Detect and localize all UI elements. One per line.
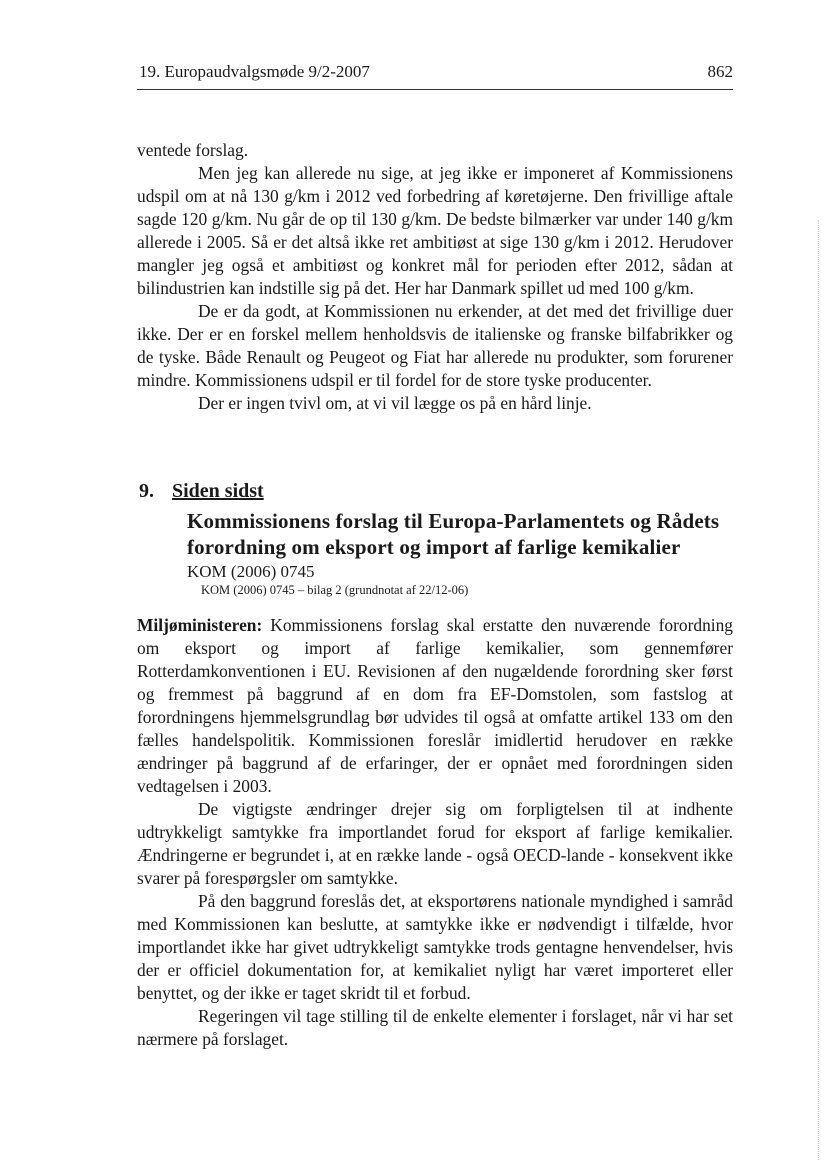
paragraph — [137, 614, 733, 798]
paragraph-text: Kommissionens forslag skal erstatte den nuværende forordning om eksport og import af farlige kemikalier, som gennemfører Rotterdamkonventionen i EU. Revisionen af den nugældende forordning sker først og fremmest på baggrund af en dom fra EF-Domstolen, som fastslog at forordningens hjemmelsgrundlag bør udvides til også at omfatte artikel 133 om den fælles handelspolitik. Kommissionen foreslår imidlertid herudover en række ændringer på baggrund af de erfaringer, der er opnået med forordningen siden vedtagelsen i 2003. — [137, 615, 733, 796]
section-heading — [139, 480, 264, 503]
kom-reference: KOM (2006) 0745 — [187, 562, 315, 581]
paragraph: ventede forslag. — [137, 140, 249, 160]
section-number: 9. — [139, 480, 154, 502]
paragraph: Der er ingen tvivl om, at vi vil lægge os på en hård linje. — [198, 393, 592, 413]
header-title: 19. Europaudvalgsmøde 9/2-2007 — [139, 62, 370, 81]
scan-edge-line — [818, 220, 819, 1160]
proposal-title: Kommissionens forslag til Europa-Parlamentets og Rådets forordning om eksport og import af farlige kemikalier — [187, 509, 720, 559]
section-title: Siden sidst — [172, 480, 264, 502]
speaker-label: Miljøministeren: — [137, 615, 263, 635]
kom-sub-reference: KOM (2006) 0745 – bilag 2 (grundnotat af 22/12-06) — [201, 583, 469, 597]
paragraph: Regeringen vil tage stilling til de enkelte elementer i forslaget, når vi har set nærmere på forslaget. — [137, 1006, 733, 1049]
running-header — [139, 62, 733, 84]
minister-statement — [137, 614, 733, 1051]
header-rule — [137, 89, 733, 90]
proposal-heading — [187, 508, 747, 599]
page-number: 862 — [707, 62, 733, 81]
continued-text — [137, 139, 733, 415]
paragraph: På den baggrund foreslås det, at eksportørens nationale myndighed i samråd med Kommissionen kan beslutte, at samtykke ikke er nødvendigt i tilfælde, hvor importlandet ikke har givet udtrykkeligt samtykke trods gentagne henvendelser, hvis der er officiel dokumentation for, at kemikaliet nyligt har været importeret eller benyttet, og der ikke er taget skridt til et forbud. — [137, 891, 733, 1003]
paragraph: De er da godt, at Kommissionen nu erkender, at det med det frivillige duer ikke. Der er en forskel mellem henholdsvis de italienske og franske bilfabrikker og de tyske. Både Renault og Peugeot og Fiat har allerede nu produkter, som forurener mindre. Kommissionens udspil er til fordel for de store tyske producenter. — [137, 301, 733, 390]
paragraph: De vigtigste ændringer drejer sig om forpligtelsen til at indhente udtrykkeligt samtykke fra importlandet forud for eksport af farlige kemikalier. Ændringerne er begrundet i, at en række lande - også OECD-lande - konsekvent ikke svarer på forespørgsler om samtykke. — [137, 799, 733, 888]
paragraph: Men jeg kan allerede nu sige, at jeg ikke er imponeret af Kommissionens udspil om at nå 130 g/km i 2012 ved forbedring af køretøjerne. Den frivillige aftale sagde 120 g/km. Nu går de op til 130 g/km. De bedste bilmærker var under 140 g/km allerede i 2005. Så er det altså ikke ret ambitiøst at sige 130 g/km i 2012. Herudover mangler jeg også et ambitiøst og konkret mål for perioden efter 2012, sådan at bilindustrien kan indstille sig på det. Her har Danmark spillet ud med 100 g/km. — [137, 163, 733, 298]
